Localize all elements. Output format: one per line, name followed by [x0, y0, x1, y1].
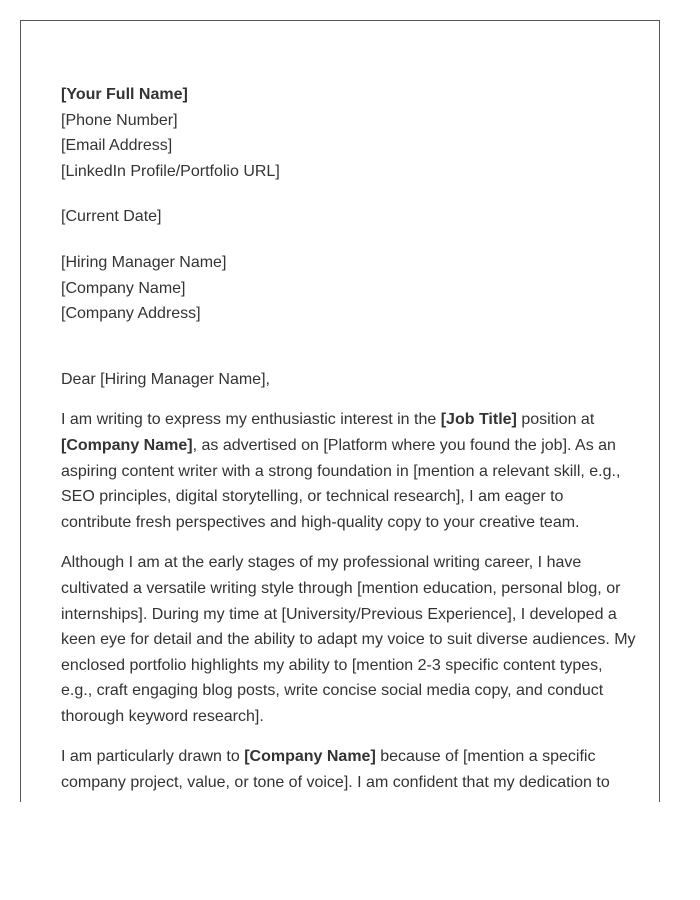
paragraph-1-text-c: , as advertised on [Platform where you found the job]. As an aspiring content writer with a strong foundation in [mention a relevant skill, e.g., SEO principles, digital storytelling, or technical research], I am eager to contribute fresh perspectives and high-quality copy to your creative team. [61, 436, 621, 531]
recipient-manager: [Hiring Manager Name] [61, 253, 227, 271]
sender-linkedin: [LinkedIn Profile/Portfolio URL] [61, 162, 280, 180]
date-block [61, 204, 636, 230]
company-name-placeholder: [Company Name] [244, 748, 376, 766]
body-paragraph-1 [61, 407, 636, 535]
recipient-block [61, 250, 636, 327]
sender-block [61, 82, 636, 184]
paragraph-1-text-b: position at [516, 411, 595, 429]
letter-content [61, 82, 636, 796]
paragraph-3-text-b: because of [mention a specific company project, value, or tone of voice]. I am confident that my dedication to [61, 748, 610, 792]
sender-full-name: [Your Full Name] [61, 86, 188, 103]
body-paragraph-3 [61, 744, 636, 795]
sender-email: [Email Address] [61, 137, 173, 155]
recipient-address: [Company Address] [61, 305, 201, 323]
recipient-company: [Company Name] [61, 279, 186, 297]
company-name-placeholder: [Company Name] [61, 436, 193, 454]
body-paragraph-2: Although I am at the early stages of my professional writing career, I have cultivated a versatile writing style through [mention education, personal blog, or internships]. During my time at [University/Previous Experience], I developed a keen eye for detail and the ability to adapt my voice to suit diverse audiences. My enclosed portfolio highlights my ability to [mention 2-3 specific content types, e.g., craft engaging blog posts, write concise social media copy, and conduct thorough keyword research]. [61, 554, 636, 725]
salutation: Dear [Hiring Manager Name], [61, 370, 270, 388]
job-title-placeholder: [Job Title] [440, 411, 517, 429]
letter-date: [Current Date] [61, 208, 162, 226]
letter-page [20, 20, 660, 802]
sender-phone: [Phone Number] [61, 111, 178, 129]
paragraph-3-text-a: I am particularly drawn to [61, 748, 245, 766]
paragraph-1-text-a: I am writing to express my enthusiastic interest in the [61, 411, 441, 429]
